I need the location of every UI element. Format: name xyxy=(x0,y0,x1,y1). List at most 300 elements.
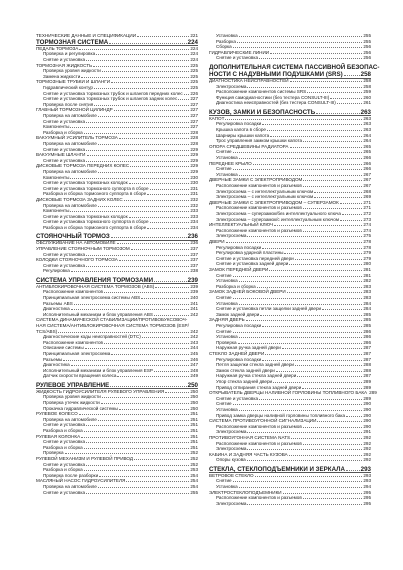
dot-leader xyxy=(269,270,362,271)
toc-entry-title: ЖИДКОСТЬ ГИДРОУСИЛИТЕЛЯ РУЛЕВОГО УПРАВЛЕНИЯ xyxy=(36,388,165,394)
toc-page-number: 227 xyxy=(190,96,198,102)
dot-leader xyxy=(314,192,362,193)
toc-page-number: 246 xyxy=(190,356,198,362)
toc-entry-title: Диагностика xyxy=(43,306,70,312)
toc-page-number: 264 xyxy=(363,132,371,138)
toc-entry-title: Описание системы xyxy=(43,345,84,351)
toc-page-number: 255 xyxy=(363,33,371,38)
toc-entry-title: НАЯ СИСТЕМА/АНТИБЛОКИРОВОЧНАЯ СИСТЕМА ТОРМОЗОВ (ESP/ xyxy=(36,323,189,328)
toc-page-number: 286 xyxy=(363,334,371,340)
toc-page-number: 273 xyxy=(363,216,371,222)
toc-entry xyxy=(36,373,198,379)
toc-entry-title: Снятие и установка петли защелки задней двери xyxy=(216,306,322,312)
dot-leader xyxy=(239,281,363,282)
dot-leader xyxy=(238,343,363,344)
toc-entry-title: Замок стекла задней двери xyxy=(216,367,275,373)
toc-page-number: 229 xyxy=(190,157,198,163)
dot-leader xyxy=(259,399,362,400)
toc-entry-title: Снятие xyxy=(216,478,232,484)
toc-page-number: 248 xyxy=(190,367,198,373)
toc-entry-title: Разборка и сборка xyxy=(43,444,83,450)
toc-entry-title: Проверка и регулировка xyxy=(43,51,96,57)
toc-page-number: 243 xyxy=(190,339,198,345)
toc-page-number: 287 xyxy=(363,345,371,351)
toc-entry-title: Электросхема xyxy=(216,83,247,89)
toc-page-number: 252 xyxy=(190,450,198,456)
dot-leader xyxy=(101,403,190,404)
dot-leader xyxy=(154,281,187,282)
dot-leader xyxy=(137,36,189,37)
dot-leader xyxy=(131,249,190,250)
toc-entry-title: Электросхема xyxy=(216,233,247,239)
dot-leader xyxy=(291,438,362,439)
dot-leader xyxy=(237,42,362,43)
toc-entry-title: Разборка и сборка xyxy=(43,129,83,135)
toc-entry-title: Снятие и установка xyxy=(216,395,259,401)
toc-page-number: 255 xyxy=(363,38,371,44)
toc-page-number: 239 xyxy=(190,283,198,289)
toc-page-number: 263 xyxy=(363,115,371,121)
dot-leader xyxy=(239,158,363,159)
toc-page-number: 242 xyxy=(190,328,198,334)
toc-page-number: 234 xyxy=(190,219,198,225)
dot-leader xyxy=(307,92,362,93)
dot-leader xyxy=(226,242,363,243)
dot-leader xyxy=(267,130,362,131)
toc-page-number: 263 xyxy=(360,108,371,116)
dot-leader xyxy=(84,448,190,449)
dot-leader xyxy=(322,309,362,310)
toc-page-number: 234 xyxy=(190,225,198,230)
toc-entry-title: Проверка на автомобиле xyxy=(43,141,97,146)
dot-leader xyxy=(104,292,189,293)
dot-leader xyxy=(79,414,190,415)
toc-page-number: 272 xyxy=(363,211,371,216)
toc-entry-title: СИСТЕМА УПРАВЛЕНИЯ ТОРМОЗАМИ xyxy=(36,276,154,284)
toc-entry-title: Гидравлический контур xyxy=(43,85,93,90)
dot-leader xyxy=(147,228,189,229)
dot-leader xyxy=(295,365,362,366)
dot-leader xyxy=(273,382,362,383)
toc-entry-title: Снятие xyxy=(216,272,232,278)
toc-entry-title: Регулировка посадки xyxy=(216,356,262,362)
dot-leader xyxy=(86,465,189,466)
dot-leader xyxy=(65,453,190,454)
dot-leader xyxy=(262,360,362,361)
dot-leader xyxy=(99,476,189,477)
toc-entry-title: СИСТЕМА ДИНАМИЧЕСКОЙ СТАБИЛИЗАЦИИ/ПРОТИВОБУКСОВОЧ- xyxy=(36,317,188,323)
toc-page-number: 237 xyxy=(190,257,198,263)
toc-entry-title: Расположение компонентов и разъемов xyxy=(216,440,302,446)
toc-entry-title: ДВЕРИ xyxy=(209,239,225,244)
toc-entry-title: Проверка уровня жидкости xyxy=(43,394,101,400)
dot-leader xyxy=(86,122,189,123)
toc-entry-title: ОТКРЫВАТЕЛЬ ДВЕРЦЫ НАЛИВНОЙ ГОРЛОВИНЫ ТОПЛИВНОГО БАКА xyxy=(209,390,368,396)
toc-page-number: 275 xyxy=(363,233,371,239)
toc-page-number: 227 xyxy=(190,118,198,124)
toc-entry-title: Установка xyxy=(216,278,238,284)
toc-page-number: 271 xyxy=(363,199,371,205)
toc-page-number: 252 xyxy=(190,461,198,467)
dot-leader xyxy=(94,105,189,106)
toc-entry-title: TCS/ABS) xyxy=(36,328,58,334)
toc-entry-title: Снятие и установка передней двери xyxy=(216,255,294,261)
toc-entry-title: РУЛЕВОЕ КОЛЕСО xyxy=(36,411,78,417)
toc-page-number: 280 xyxy=(363,261,371,267)
dot-leader xyxy=(239,487,363,488)
toc-page-number: 285 xyxy=(363,323,371,328)
dot-leader xyxy=(344,75,360,76)
toc-entry-title: ВАКУУМНЫЕ ШЛАНГИ xyxy=(36,152,86,158)
toc-page-number: 230 xyxy=(190,174,198,180)
toc-entry-title: Крышка капота в сборе xyxy=(216,127,266,132)
toc-page-number: 267 xyxy=(363,183,371,188)
toc-entry-title: Снятие и установка xyxy=(43,422,86,428)
toc-entry-title: Проверка на автомобиле xyxy=(43,169,97,174)
dot-leader xyxy=(134,459,189,460)
toc-page-number: 288 xyxy=(363,367,371,373)
dot-leader xyxy=(71,365,190,366)
toc-entry-title: Разборка и сборка xyxy=(43,467,83,473)
toc-page-number: 251 xyxy=(190,439,198,445)
toc-page-number: 225 xyxy=(190,68,198,74)
toc-page-number: 271 xyxy=(363,205,371,211)
toc-page-number: 251 xyxy=(190,422,198,428)
toc-page-number: 290 xyxy=(363,407,371,412)
toc-entry-title: ОПОРА СРЕДШЕВИНЫ РАДИАТОРА xyxy=(209,143,289,149)
toc-entry-title: Снятие и установка тормозных трубок и шлангов передних колес xyxy=(43,90,183,96)
toc-page-number: 225 xyxy=(190,62,198,68)
dot-leader xyxy=(233,47,363,48)
toc-entry-title: ГЛАВНЫЙ ТОРМОЗНОЙ ЦИЛИНДР xyxy=(36,107,113,113)
toc-entry-title: Расположение компонентов и разъемов xyxy=(216,227,302,233)
toc-page-number: 250 xyxy=(187,381,198,389)
toc-page-number: 225 xyxy=(190,85,198,90)
dot-leader xyxy=(165,392,189,393)
dot-leader xyxy=(276,371,363,372)
toc-page-number: 250 xyxy=(190,400,198,405)
toc-page-number: 239 xyxy=(190,289,198,295)
dot-leader xyxy=(86,493,189,494)
toc-entry-title: Принципиальная электросхема системы ABS xyxy=(43,295,141,300)
toc-entry-title: Разъемы xyxy=(43,356,63,362)
toc-page-number: 292 xyxy=(363,435,371,440)
dot-leader xyxy=(262,248,362,249)
toc-page-number: 225 xyxy=(190,73,198,79)
toc-entry-title: ДОПОЛНИТЕЛЬНАЯ СИСТЕМА ПАССИВНОЙ БЕЗОПАС- xyxy=(209,63,380,71)
toc-page-number: 268 xyxy=(363,188,371,194)
toc-entry-title: Снятие и установка xyxy=(43,57,86,62)
dot-leader xyxy=(346,416,362,417)
toc-page-number: 295 xyxy=(363,500,371,506)
toc-page-number: 274 xyxy=(363,227,371,233)
toc-page-number: 290 xyxy=(363,418,371,424)
toc-page-number: 224 xyxy=(187,38,198,46)
toc-entry-title: Установка xyxy=(216,300,238,306)
toc-entry-title: Снятие и установка xyxy=(43,489,86,495)
dot-leader xyxy=(247,504,362,505)
toc-entry-title: ОБСЛУЖИВАНИЕ НА АВТОМОБИЛЕ xyxy=(36,240,116,246)
toc-page-number: 287 xyxy=(363,373,371,379)
toc-page-number: 249 xyxy=(190,373,198,379)
dot-leader xyxy=(287,292,363,293)
toc-page-number: 241 xyxy=(190,300,198,306)
toc-page-number: 232 xyxy=(190,197,198,202)
toc-entry-title: КАПОТ xyxy=(209,115,225,121)
toc-page-number: 290 xyxy=(363,423,371,429)
dot-leader xyxy=(184,94,190,95)
toc-entry-title: Замок задней двери xyxy=(216,311,260,317)
toc-entry-title: Электросхема – суперзамок/с интеллектуальным ключом xyxy=(216,216,339,222)
toc-entry-title: НОСТИ С НАДУВНЫМИ ПОДУШКАМИ (SRS) xyxy=(209,70,343,78)
toc-entry-title: ДВЕРНЫЕ ЗАМКИ С ЭЛЕКТРОПРИВОДОМ xyxy=(209,177,303,183)
dot-leader xyxy=(259,58,362,59)
toc-entry-title: Проверка утечек жидкости xyxy=(43,400,100,405)
toc-page-number: 254 xyxy=(190,484,198,489)
toc-page-number: 256 xyxy=(363,44,371,50)
toc-page-number: 295 xyxy=(363,495,371,501)
toc-page-number: 281 xyxy=(363,272,371,278)
dot-leader xyxy=(303,141,362,142)
dot-leader xyxy=(239,410,363,411)
dot-leader xyxy=(142,337,190,338)
dot-leader xyxy=(114,110,190,111)
toc-page-number: 293 xyxy=(360,465,371,473)
toc-entry xyxy=(36,490,198,496)
toc-page-number: 293 xyxy=(363,472,371,478)
dot-leader xyxy=(255,476,363,477)
dot-leader xyxy=(289,455,363,456)
toc-entry xyxy=(209,55,371,61)
toc-entry-title: Установка xyxy=(216,407,238,412)
toc-entry-title: РУЛЕВАЯ КОЛОНКА xyxy=(36,433,81,439)
dot-leader xyxy=(262,124,362,125)
toc-page-number: 265 xyxy=(363,149,371,155)
toc-entry-title: Расположение компонентов и разъемов xyxy=(216,205,302,211)
dot-leader xyxy=(233,276,363,277)
toc-page-number: 290 xyxy=(363,412,371,418)
toc-entry xyxy=(209,457,371,463)
toc-page-number: 229 xyxy=(190,169,198,174)
dot-leader xyxy=(284,253,362,254)
toc-entry-title: Исполнительный механизм и блок управления ESP xyxy=(43,367,153,373)
toc-entry-title: ИНТЕЛЛЕКТУАЛЬНЫЙ КЛЮЧ xyxy=(209,222,274,228)
toc-page-number: 236 xyxy=(190,240,198,246)
toc-entry-title: Проверка на автомобиле xyxy=(43,113,97,118)
toc-page-number: 278 xyxy=(363,244,371,250)
dot-leader xyxy=(262,326,362,327)
toc-page-number: 267 xyxy=(363,171,371,177)
toc-entry-title: ПРОТИВОУГОННАЯ СИСТЕМА NATS xyxy=(209,435,291,440)
toc-entry-title: Проверка на автомобиле xyxy=(43,416,97,422)
toc-entry-title: Датчик скорости вращения колеса xyxy=(43,373,117,379)
toc-page-number: 283 xyxy=(363,289,371,295)
toc-entry-title: Снятие и установка xyxy=(216,55,259,61)
toc-page-number: 258 xyxy=(363,78,371,83)
toc-entry-title: СИСТЕМА ПРОТИВОУГОННОЙ СИГНАЛИЗАЦИИ xyxy=(209,418,317,424)
dot-leader xyxy=(260,315,362,316)
toc-entry-title: ДИСКОВЫЕ ТОРМОЗА ЗАДНИХ КОЛЕС xyxy=(36,197,123,202)
dot-leader xyxy=(85,348,190,349)
dot-leader xyxy=(141,298,189,299)
toc-entry-title: Снятие и установка xyxy=(43,439,86,445)
dot-leader xyxy=(154,371,189,372)
dot-leader xyxy=(155,287,189,288)
toc-entry-title: Снятие и установка xyxy=(43,146,86,152)
dot-leader xyxy=(86,161,189,162)
toc-entry-title: Установка xyxy=(216,484,238,489)
toc-entry-title: ЭЛЕКТРОСТЕКЛОПОДЪЕМНИКИ xyxy=(209,489,282,495)
toc-entry-title: Электросхема xyxy=(216,446,247,452)
dot-leader xyxy=(330,98,362,99)
dot-leader xyxy=(247,449,362,450)
dot-leader xyxy=(71,271,190,272)
dot-leader xyxy=(96,54,189,55)
dot-leader xyxy=(303,498,363,499)
toc-page-number: 238 xyxy=(190,268,198,274)
toc-entry-title: Снятие и установка xyxy=(43,157,86,163)
toc-entry-title: ТОРМОЗНЫЕ ТРУБКИ И ШЛАНГИ xyxy=(36,79,111,85)
toc-entry-title: Проверка после снятия xyxy=(43,101,94,107)
toc-entry-title: Снятие и установка задней двери xyxy=(216,261,289,267)
toc-entry xyxy=(209,501,371,507)
dot-leader xyxy=(233,169,363,170)
toc-page-number: 253 xyxy=(190,467,198,473)
toc-entry-title: Расположение компонентов системы SRS xyxy=(216,89,307,95)
dot-leader xyxy=(150,189,190,190)
toc-entry-title: Компоненты xyxy=(43,174,70,180)
dot-leader xyxy=(233,152,363,153)
toc-entry-title: Замена жидкости xyxy=(43,73,81,79)
toc-entry-title: ТОРМОЗНАЯ ЖИДКОСТЬ xyxy=(36,62,93,68)
dot-leader xyxy=(303,231,363,232)
toc-entry-title: МАСЛЯНЫЙ НАСОС ГИДРОУСИЛИТЕЛЯ xyxy=(36,478,126,484)
dot-leader xyxy=(316,113,360,114)
toc-entry-title: ПЕДАЛЬ ТОРМОЗА xyxy=(36,45,79,51)
dot-leader xyxy=(154,315,189,316)
toc-page-number: 267 xyxy=(363,177,371,183)
dot-leader xyxy=(117,376,189,377)
toc-entry-title: Проверка после разборки xyxy=(43,472,99,478)
dot-leader xyxy=(225,119,362,120)
toc-entry-title: Расположение компонентов и разъемов xyxy=(216,495,302,501)
dot-leader xyxy=(86,255,189,256)
toc-page-number: 264 xyxy=(363,138,371,144)
toc-entry-title: Привод замка дверцы наливной горловины топливного бака xyxy=(216,412,346,418)
dot-leader xyxy=(86,266,189,267)
dot-leader xyxy=(58,332,189,333)
toc-page-number: 255 xyxy=(190,489,198,495)
dot-leader xyxy=(111,237,187,238)
toc-entry-title: Снятие и установка тормозных колодок xyxy=(43,213,128,219)
dot-leader xyxy=(124,200,190,201)
toc-page-number: 244 xyxy=(190,345,198,351)
dot-leader xyxy=(63,360,189,361)
dot-leader xyxy=(233,404,363,405)
toc-entry-title: Расположение компонентов xyxy=(43,339,103,345)
toc-entry-title: Разборка xyxy=(216,38,236,44)
toc-page-number: 279 xyxy=(363,255,371,261)
toc-entry-title: ДИАГНОСТИКА НЕИСПРАВНОСТЕЙ xyxy=(209,78,289,83)
toc-page-number: 242 xyxy=(190,311,198,317)
dot-leader xyxy=(93,66,189,67)
toc-page-number: 254 xyxy=(190,478,198,484)
dot-leader xyxy=(109,43,186,44)
toc-entry-title: АНТИБЛОКИРОВОЧНАЯ СИСТЕМА ТОРМОЗОВ (ABS) xyxy=(36,283,155,289)
toc-entry-title: Снятие и установка xyxy=(43,118,86,124)
toc-entry-title: Регулировка посадки xyxy=(216,244,262,250)
dot-leader xyxy=(247,460,363,461)
dot-leader xyxy=(303,444,363,445)
dot-leader xyxy=(102,397,189,398)
dot-leader xyxy=(233,298,363,299)
toc-entry-title: Расположение компонентов и разъемов xyxy=(216,423,302,429)
dot-leader xyxy=(257,287,363,288)
dot-leader xyxy=(98,206,189,207)
toc-entry-title: РУЛЕВОЙ МЕХАНИЗМ И РУЛЕВОЙ ПРИВОД xyxy=(36,456,133,461)
toc-entry-title: Установка xyxy=(216,334,238,340)
dot-leader xyxy=(150,222,190,223)
dot-leader xyxy=(86,442,189,443)
dot-leader xyxy=(70,178,189,179)
dot-leader xyxy=(84,133,190,134)
dot-leader xyxy=(274,225,362,226)
toc-page-number: 231 xyxy=(190,185,198,191)
dot-leader xyxy=(239,337,363,338)
toc-page-number: 285 xyxy=(363,311,371,317)
dot-leader xyxy=(86,425,189,426)
toc-entry-title: Диагностика xyxy=(43,362,70,368)
toc-page-number: 251 xyxy=(190,433,198,439)
toc-page-number: 292 xyxy=(363,446,371,452)
toc-entry-title: Упор стекла задней двери xyxy=(216,379,273,384)
dot-leader xyxy=(130,166,189,167)
toc-page-number: 286 xyxy=(363,339,371,345)
toc-page-number: 260 xyxy=(363,94,371,100)
dot-leader xyxy=(342,214,362,215)
toc-entry-title: Снятие и установка тормозного суппорта в сборе xyxy=(43,219,149,225)
toc-entry-title: ТЕХНИЧЕСКИЕ ДАННЫЕ И СПЕЦИФИКАЦИИ xyxy=(36,33,137,38)
dot-leader xyxy=(247,236,362,237)
toc-entry-title: Разборка и сборка тормозного суппорта в сборе xyxy=(43,225,147,230)
toc-page-number: 282 xyxy=(363,278,371,284)
toc-page-number: 224 xyxy=(190,45,198,51)
toc-entry-title: Электросхема xyxy=(216,500,247,506)
toc-entry-title: Снятие xyxy=(216,149,232,155)
toc-page-number: 232 xyxy=(190,202,198,208)
toc-page-number: 292 xyxy=(363,451,371,457)
toc-page-number: 289 xyxy=(363,384,371,390)
toc-entry-title: Электросхема – с интеллектуальным ключом xyxy=(216,188,314,194)
toc-entry-title: ДИСКОВЫЕ ТОРМОЗА ПЕРЕДНИХ КОЛЕС xyxy=(36,163,130,169)
toc-page-number: 283 xyxy=(363,295,371,300)
toc-entry-title: Диагностические коды неисправностей (DTC) xyxy=(43,334,141,340)
toc-entry-title: Разборка и сборка xyxy=(43,428,83,433)
dot-leader xyxy=(233,481,363,482)
toc-entry-title: Установка xyxy=(216,171,238,177)
toc-page-number: 233 xyxy=(190,208,198,214)
toc-entry-title: ДВЕРНЫЕ ЗАМКИ С ЭЛЕКТРОПРИВОДОМ – СУПЕРЗАМОК xyxy=(209,199,339,205)
toc-page-number: 287 xyxy=(363,351,371,356)
dot-leader xyxy=(317,421,362,422)
toc-page-number: 229 xyxy=(190,152,198,158)
toc-page-number: 256 xyxy=(363,55,371,61)
toc-page-number: 287 xyxy=(363,356,371,362)
toc-entry-title: ВЕТРОВОЕ СТЕКЛО xyxy=(209,472,254,478)
toc-page-number: 266 xyxy=(363,166,371,172)
toc-page-number: 250 xyxy=(190,388,198,394)
toc-page-number: 237 xyxy=(190,262,198,268)
